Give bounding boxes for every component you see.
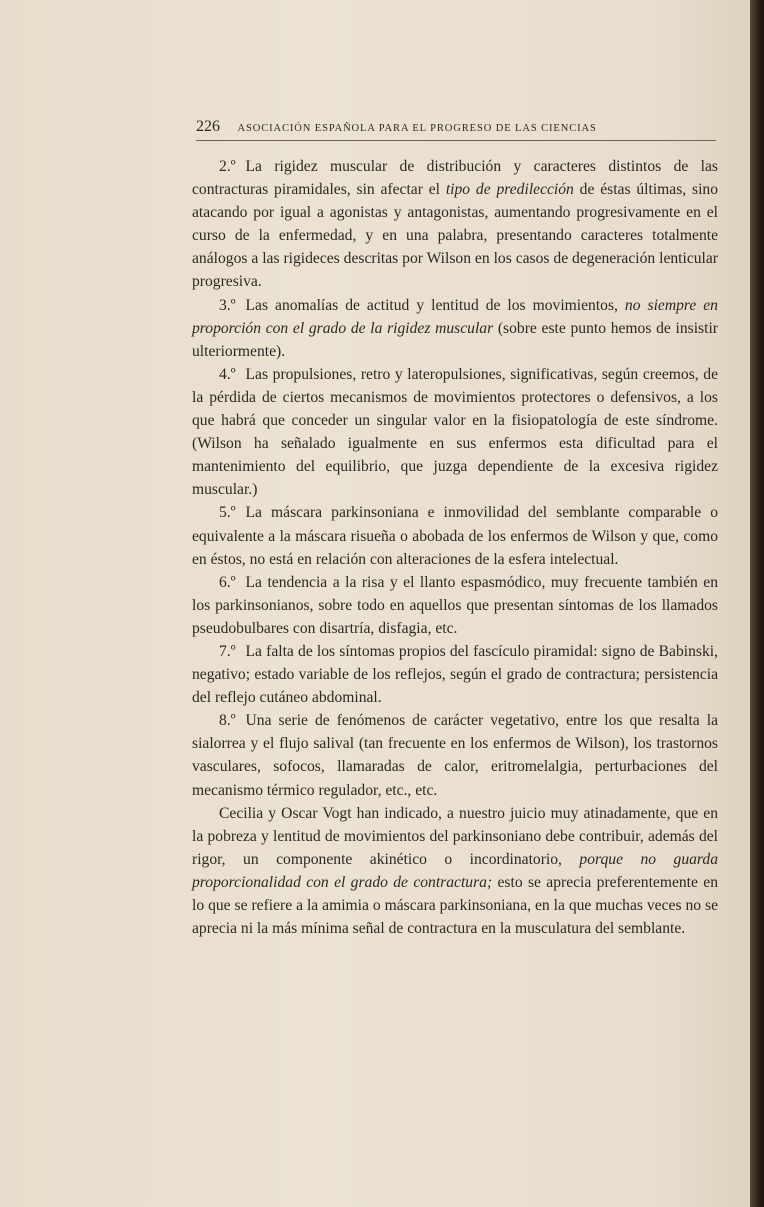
paragraph-text: La máscara parkinsoniana e inmovilidad del semblante comparable o equivalente a la máscara risueña o abobada de los enfermos de Wilson y que, como en éstos, no está en relación con alteraciones de la esfera intelectual. — [192, 504, 718, 568]
italic-phrase: tipo de predilección — [445, 181, 574, 199]
running-title: ASOCIACIÓN ESPAÑOLA PARA EL PROGRESO DE LAS CIENCIAS — [237, 123, 597, 134]
italic-phrase: no siempre en proporción con el grado de la rigidez muscular — [192, 296, 718, 337]
item-number: 2.º — [219, 158, 236, 175]
paragraph-text: La rigidez muscular de distribución y caracteres distintos de las contracturas piramidales, sin afectar el — [192, 158, 718, 199]
paragraph-text: La falta de los síntomas propios del fascículo piramidal: signo de Babinski, negativo; estado variable de los reflejos, según el grado de contractura; persistencia del reflejo cutáneo abdominal. — [192, 642, 718, 707]
paragraph-item-8 — [192, 709, 718, 801]
paragraph-text: esto se aprecia preferentemente en lo que se refiere a la amimia o máscara parkinsoniana, en la que muchas veces no se aprecia ni la más mínima señal de contractura en la musculatura del semblante. — [192, 873, 718, 938]
paragraph-item-7 — [192, 640, 718, 709]
paragraph-item-6 — [192, 571, 718, 640]
item-number: 5.º — [219, 504, 236, 522]
item-number: 3.º — [219, 296, 236, 314]
item-number: 7.º — [219, 642, 236, 660]
paragraph-text: de éstas últimas, sino atacando por igual a agonistas y antagonistas, aumentando progresivamente en el curso de la enfermedad, y en una palabra, presentando caracteres totalmente análogos a las rigideces descritas por Wilson en los casos de degeneración lenticular progresiva. — [192, 181, 718, 291]
paragraph-item-3 — [192, 294, 718, 363]
item-number: 4.º — [219, 365, 236, 383]
paragraph-text: (sobre este punto hemos de insistir ulteriormente). — [192, 319, 718, 360]
item-number: 8.º — [219, 712, 236, 730]
paragraph-text: Cecilia y Oscar Vogt han indicado, a nuestro juicio muy atinadamente, que en la pobreza y lentitud de movimientos del parkinsoniano debe contribuir, además del rigor, un componente akinético o incordinatorio, — [192, 804, 718, 868]
paragraph-item-5 — [192, 501, 718, 570]
italic-phrase: porque no guarda proporcionalidad con el grado de contractura; — [192, 850, 718, 891]
book-spine-edge — [750, 0, 764, 1207]
paragraph-vogt — [192, 802, 718, 941]
paragraph-item-4 — [192, 363, 718, 502]
body-text — [192, 155, 718, 940]
paragraph-text: La tendencia a la risa y el llanto espasmódico, muy frecuente también en los parkinsonianos, sobre todo en aquellos que presentan síntomas de los llamados pseudobulbares con disartría, disfagia, etc. — [192, 573, 718, 637]
paragraph-text: Las anomalías de actitud y lentitud de los movimientos, — [245, 296, 625, 314]
item-number: 6.º — [219, 573, 236, 591]
paragraph-item-2 — [192, 155, 718, 294]
paragraph-text: Una serie de fenómenos de carácter vegetativo, entre los que resalta la sialorrea y el flujo salival (tan frecuente en los enfermos de Wilson), los trastornos vasculares, sofocos, llamaradas de calor, eritromelalgia, perturbaciones del mecanismo térmico regulador, etc., etc. — [192, 712, 718, 799]
paragraph-text: Las propulsiones, retro y lateropulsiones, significativas, según creemos, de la pérdida de ciertos mecanismos de movimientos protectores o defensivos, a los que habrá que conceder un singular valor en la fisiopatología de este síndrome. (Wilson ha señalado igualmente en sus enfermos esta dificultad para el mantenimiento del equilibrio, que juzga dependiente de la excesiva rigidez muscular.) — [192, 365, 718, 499]
running-header — [196, 118, 716, 141]
page-number: 226 — [196, 118, 220, 135]
